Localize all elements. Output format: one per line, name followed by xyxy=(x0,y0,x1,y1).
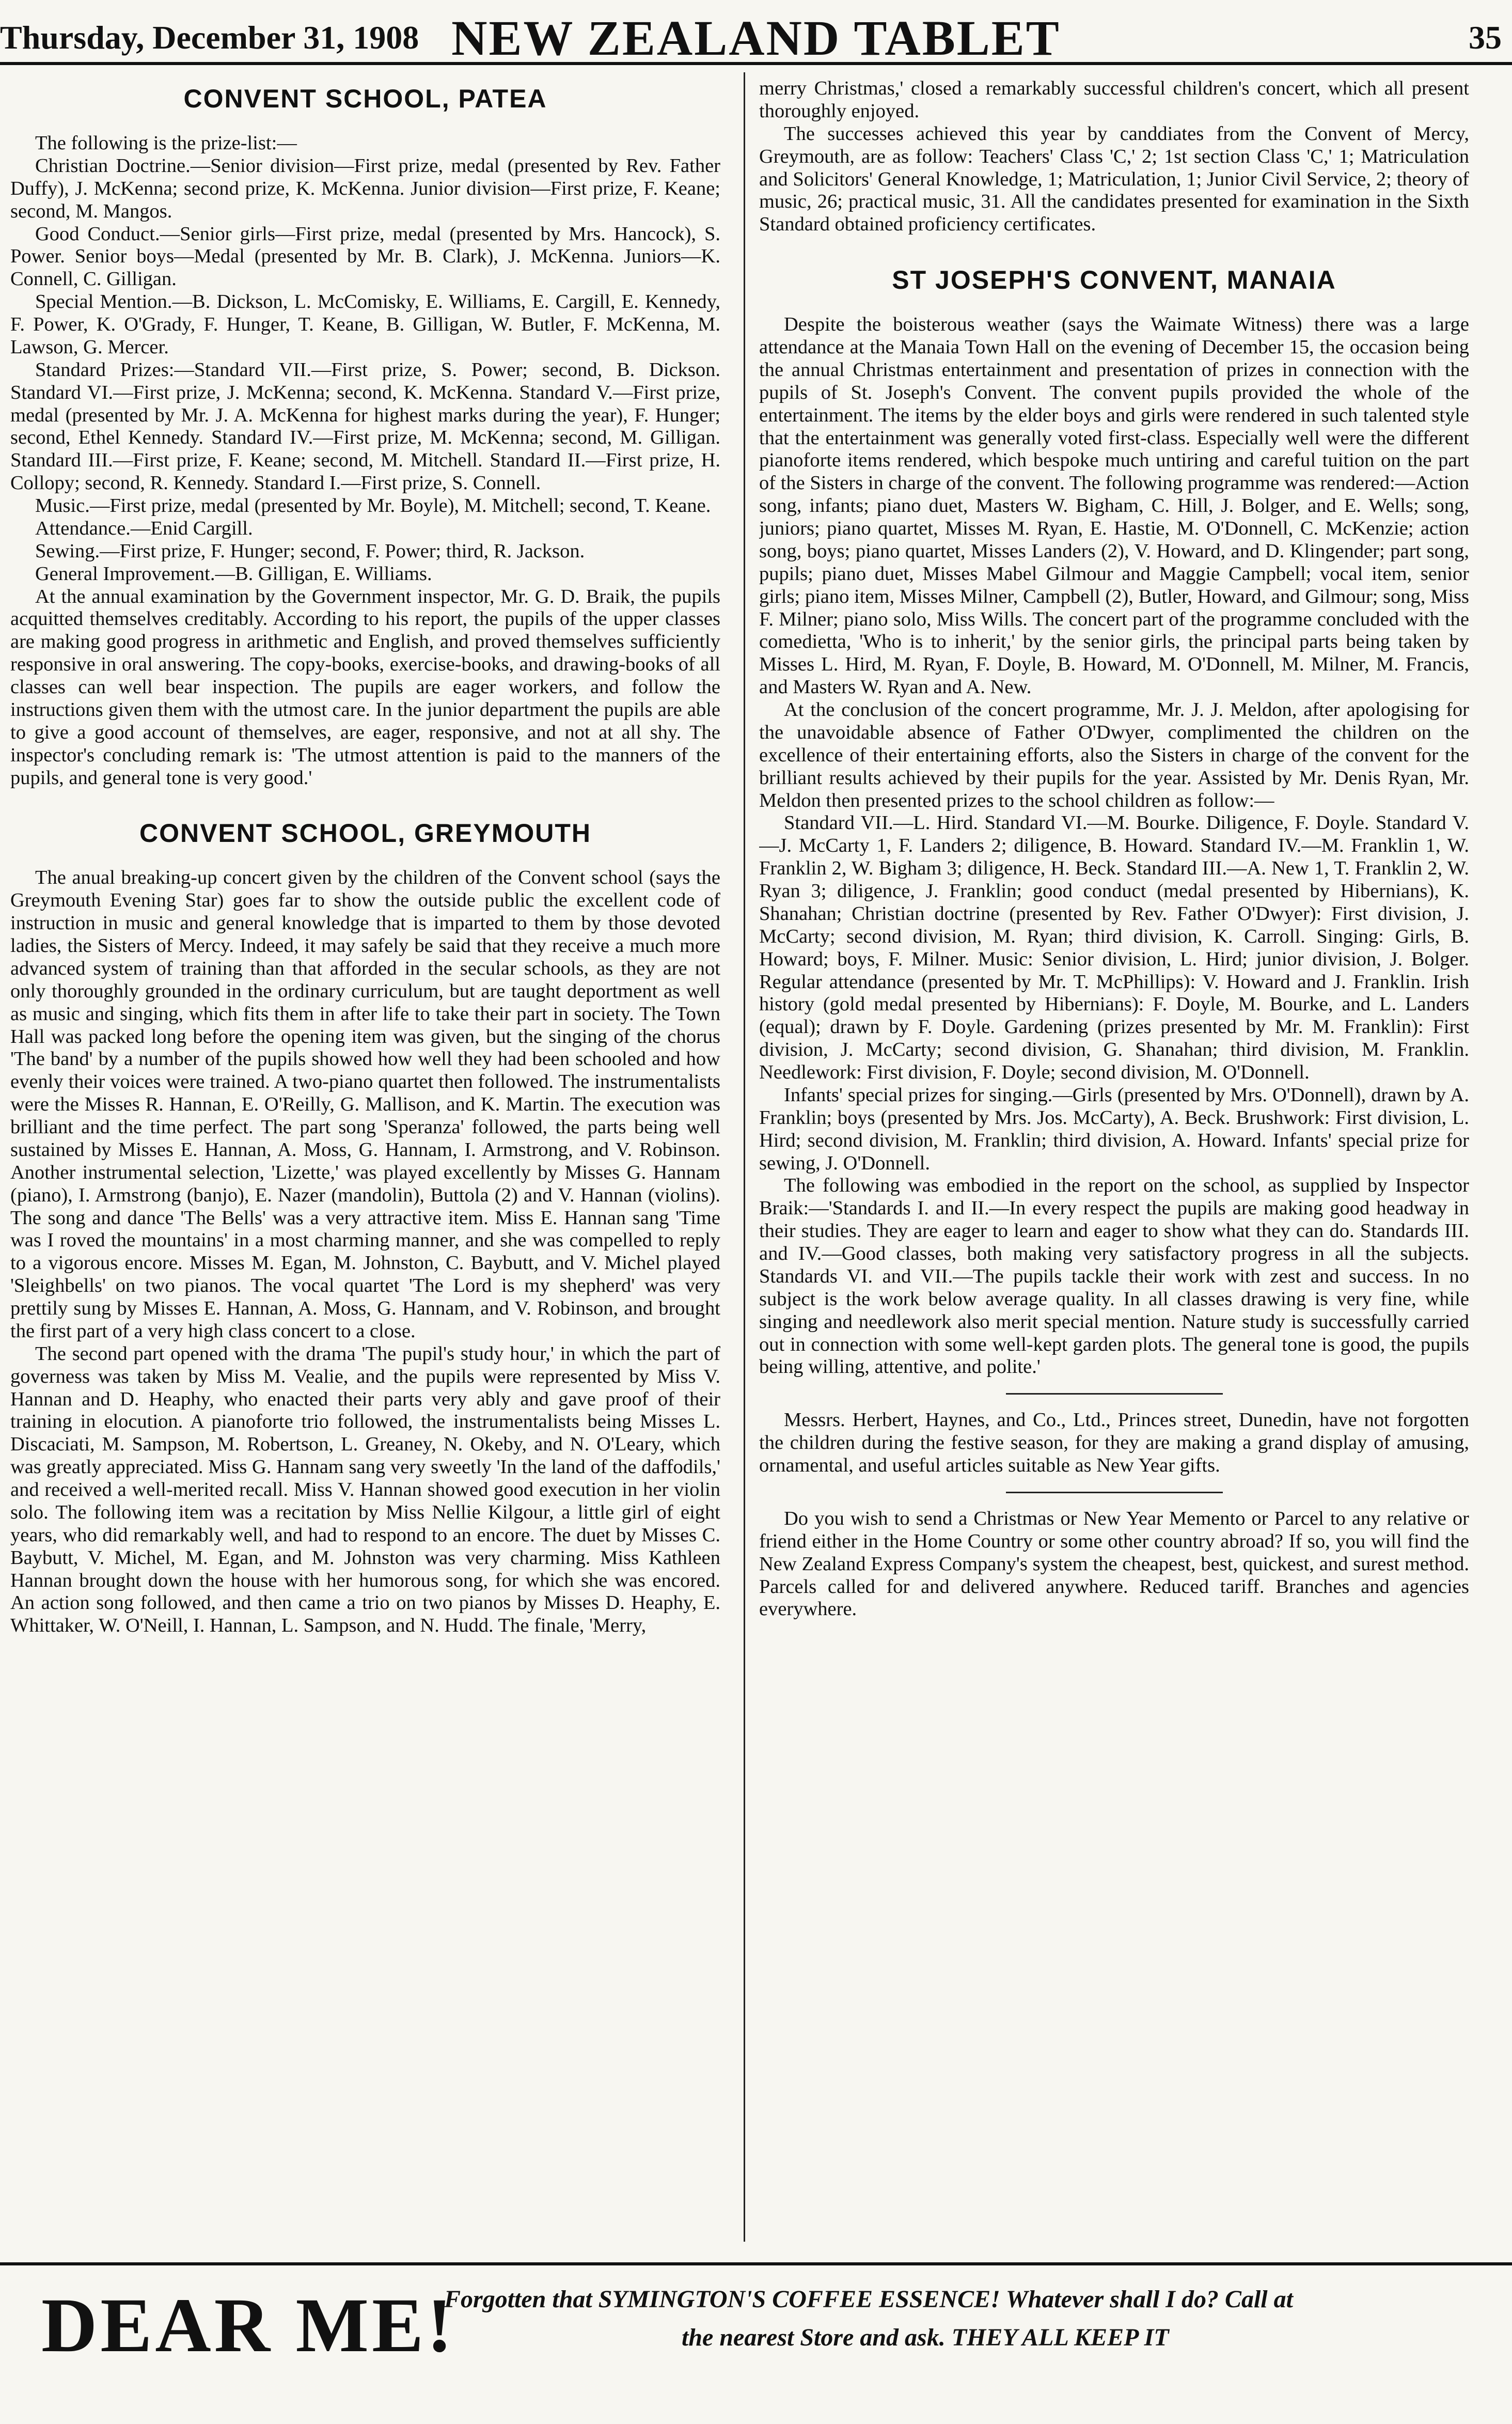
running-header xyxy=(0,0,1512,65)
manaia-paragraph: Infants' special prizes for singing.—Girls (presented by Mrs. O'Donnell), drawn by A. Franklin; boys (presented by Mrs. Jos. McCarty), A. Beck. Brushwork: First division, L. Hird; second division, M. Franklin; third division, A. Howard. Infants' special prize for sewing, J. O'Donnell. xyxy=(759,1084,1469,1174)
herbert-haynes-notice: Messrs. Herbert, Haynes, and Co., Ltd., Princes street, Dunedin, have not forgotten the children during the festive season, for they are making a grand display of amusing, ornamental, and useful articles suitable as New Year gifts. xyxy=(759,1409,1469,1476)
notice-rule xyxy=(1006,1492,1223,1493)
patea-paragraph: Good Conduct.—Senior girls—First prize, medal (presented by Mrs. Hancock), S. Power. Senior boys—Medal (presented by Mr. B. Clark), J. McKenna. Juniors—K. Connell, C. Gilligan. xyxy=(10,223,720,290)
greymouth-title: CONVENT SCHOOL, GREYMOUTH xyxy=(139,819,592,848)
ad-headline: DEAR ME! xyxy=(41,2282,456,2368)
patea-paragraph: At the annual examination by the Government inspector, Mr. G. D. Braik, the pupils acquitted themselves creditably. According to his report, the pupils of the upper classes are making good progress in arithmetic and English, and proved themselves sufficiently responsive in oral answering. The copy-books, exercise-books, and drawing-books of all classes can well bear inspection. The pupils are eager workers, and follow the instructions given them with the utmost care. In the junior department the pupils are able to give a good account of themselves, are eager, responsive, and not at all shy. The inspector's concluding remark is: 'The utmost attention is paid to the manners of the pupils, and general tone is very good.' xyxy=(10,585,720,789)
publication-title: NEW ZEALAND TABLET xyxy=(451,10,1061,66)
issue-date: Thursday, December 31, 1908 xyxy=(0,19,419,56)
greymouth-continued: merry Christmas,' closed a remarkably successful children's concert, which all present thoroughly enjoyed. xyxy=(759,77,1469,122)
patea-paragraph: Standard Prizes:—Standard VII.—First prize, S. Power; second, B. Dickson. Standard VI.—First prize, J. McKenna; second, K. McKenna. Standard V.—First prize, medal (presented by Mr. J. A. McKenna for highest marks during the year), F. Hunger; second, Ethel Kennedy. Standard IV.—First prize, M. McKenna; second, M. Gilligan. Standard III.—First prize, F. Keane; second, M. Mitchell. Standard II.—First prize, H. Collopy; second, R. Kennedy. Standard I.—First prize, S. Connell. xyxy=(10,358,720,494)
page-number: 35 xyxy=(1469,19,1502,56)
section-spacer xyxy=(759,236,1469,259)
greymouth-paragraph: The anual breaking-up concert given by the children of the Convent school (says the Greymouth Evening Star) goes far to show the outside public the excellent code of instruction in music and general knowledge that is imparted to them by those devoted ladies, the Sisters of Mercy. Indeed, it may safely be said that they receive a much more advanced system of training than that afforded in the secular schools, as they are not only thoroughly grounded in the ordinary curriculum, but are taught deportment as well as music and singing, which fits them in after life to take their part in society. The Town Hall was packed long before the opening item was given, but the singing of the chorus 'The band' by a number of the pupils showed how well they had been schooled and how evenly their voices were trained. A two-piano quartet then followed. The instrumentalists were the Misses R. Hannan, E. O'Reilly, G. Mallison, and K. Martin. The execution was brilliant and the time perfect. The part song 'Speranza' followed, the parts being well sustained by Misses E. Hannan, A. Moss, G. Hannam, I. Armstrong, and V. Robinson. Another instrumental selection, 'Lizette,' was played excellently by Misses G. Hannam (piano), I. Armstrong (banjo), E. Nazer (mandolin), Buttola (2) and V. Hannan (violins). The song and dance 'The Bells' was a very attractive item. Miss E. Hannan sang 'Time was I roved the mountains' in a most charming manner, and she was compelled to reply to a vigorous encore. Misses M. Egan, M. Johnston, C. Baybutt, and V. Michel played 'Sleighbells' on two pianos. The vocal quartet 'The Lord is my shepherd' was very prettily sung by Misses E. Hannan, A. Moss, G. Hannam, and V. Robinson, and brought the first part of a very high class concert to a close. xyxy=(10,867,720,1342)
ad-text-line-2: the nearest Store and ask. THEY ALL KEEP IT xyxy=(682,2324,1169,2351)
manaia-paragraph: The following was embodied in the report on the school, as supplied by Inspector Braik:—'Standards I. and II.—In every respect the pupils are making good headway in their studies. They are eager to learn and eager to show what they can do. Standards III. and IV.—Good classes, both making very satisfactory progress in all the subjects. Standards VI. and VII.—The pupils tackle their work with zest and success. In no subject is the work below average quality. In all classes drawing is very fine, while singing and needlework also merit special mention. Nature study is successfully carried out in connection with some well-kept garden plots. The general tone is good, the pupils being willing, attentive, and polite.' xyxy=(759,1175,1469,1378)
manaia-paragraph: At the conclusion of the concert programme, Mr. J. J. Meldon, after apologising for the unavoidable absence of Father O'Dwyer, complimented the children on the excellence of their entertaining efforts, also the Sisters in charge of the convent for the brilliant results achieved by their pupils for the year. Assisted by Mr. Denis Ryan, Mr. Meldon then presented prizes to the school children as follow:— xyxy=(759,699,1469,811)
patea-title: CONVENT SCHOOL, PATEA xyxy=(183,84,547,113)
patea-paragraph: Attendance.—Enid Cargill. xyxy=(35,517,253,539)
patea-paragraph: Music.—First prize, medal (presented by Mr. Boyle), M. Mitchell; second, T. Keane. xyxy=(35,495,711,517)
left-column xyxy=(10,77,720,2239)
manaia-paragraph: Despite the boisterous weather (says the Waimate Witness) there was a large attendance at the Manaia Town Hall on the evening of December 15, the occasion being the annual Christmas entertainment and presentation of prizes in connection with the pupils of St. Joseph's Convent. The convent pupils provided the whole of the entertainment. The items by the elder boys and girls were rendered in such talented style that the entertainment was generally voted first-class. Especially well were the different pianoforte items rendered, which bespoke much untiring and careful tuition on the part of the Sisters in charge of the convent. The following programme was rendered:—Action song, infants; piano duet, Masters W. Bigham, C. Hill, J. Bolger, and E. Wells; song, juniors; piano quartet, Misses M. Ryan, E. Hastie, M. O'Donnell, C. McKenzie; action song, boys; piano quartet, Misses Landers (2), V. Howard, and D. Klingender; part song, pupils; piano duet, Misses Mabel Gilmour and Maggie Campbell; vocal item, senior girls; piano item, Misses Milner, Campbell (2), Butler, Howard, and Gilmour; song, Miss F. Milner; piano solo, Miss Wills. The concert part of the programme concluded with the comedietta, 'Who is to inherit,' by the senior girls, the principal parts being taken by Misses L. Hird, M. Ryan, F. Doyle, B. Howard, M. O'Donnell, M. Milner, M. Francis, and Masters W. Ryan and A. New. xyxy=(759,314,1469,698)
greymouth-paragraph: The second part opened with the drama 'The pupil's study hour,' in which the part of governess was taken by Miss M. Vealie, and the pupils were represented by Miss V. Hannan and D. Heaphy, who enacted their parts very ably and gave proof of their training in elocution. A pianoforte trio followed, the instrumentalists being Misses L. Discaciati, M. Sampson, M. Robertson, L. Greaney, N. Okeby, and N. O'Leary, which was greatly appreciated. Miss G. Hannam sang very sweetly 'In the land of the daffodils,' and received a well-merited recall. Miss V. Hannan showed good execution in her violin solo. The following item was a recitation by Miss Nellie Kilgour, a little girl of eight years, who did remarkably well, and had to respond to an encore. The duet by Misses C. Baybutt, V. Michel, M. Egan, and M. Johnston was very charming. Miss Kathleen Hannan brought down the house with her humorous song, for which she was encored. An action song followed, and then came a trio on two pianos by Misses D. Heaphy, E. Whittaker, W. O'Neill, I. Hannan, L. Sampson, and N. Hudd. The finale, 'Merry, xyxy=(10,1342,720,1637)
manaia-paragraph: Standard VII.—L. Hird. Standard VI.—M. Bourke. Diligence, F. Doyle. Standard V.—J. McCarty 1, F. Landers 2; diligence, B. Howard. Standard IV.—M. Franklin 1, W. Franklin 2, W. Bigham 3; diligence, H. Beck. Standard III.—A. New 1, T. Franklin 2, W. Ryan 3; diligence, J. Franklin; good conduct (medal presented by Hibernians), K. Shanahan; Christian doctrine (presented by Rev. Father O'Dwyer): First division, J. McCarty; second division, M. Ryan; third division, K. Carroll. Singing: Girls, B. Howard; boys, F. Milner. Music: Senior division, L. Hird; junior division, J. Bolger. Regular attendance (presented by Mr. T. McPhillips): V. Howard and J. Franklin. Irish history (gold medal presented by Hibernians): F. Doyle, M. Bourke, and L. Landers (equal); drawn by F. Doyle. Gardening (prizes presented by Mr. M. Franklin): First division, J. McCarty; second division, G. Shanahan; third division, M. Franklin. Needlework: First division, F. Doyle; second division, M. O'Donnell. xyxy=(759,812,1469,1083)
section-spacer xyxy=(10,789,720,812)
ad-text-line-1: Forgotten that SYMINGTON'S COFFEE ESSENCE! Whatever shall I do? Call at xyxy=(444,2286,1293,2313)
column-divider xyxy=(744,72,745,2242)
patea-paragraph: Special Mention.—B. Dickson, L. McComisky, E. Williams, E. Cargill, E. Kennedy, F. Power, K. O'Grady, F. Hunger, T. Keane, B. Gilligan, W. Butler, F. McKenna, M. Lawson, G. Mercer. xyxy=(10,291,720,358)
patea-paragraph: Sewing.—First prize, F. Hunger; second, F. Power; third, R. Jackson. xyxy=(35,540,585,562)
manaia-title: ST JOSEPH'S CONVENT, MANAIA xyxy=(892,265,1336,295)
greymouth-continued: The successes achieved this year by canddiates from the Convent of Mercy, Greymouth, are as follow: Teachers' Class 'C,' 2; 1st section Class 'C,' 1; Matriculation and Solicitors' General Knowledge, 1; Matriculation, 1; Junior Civil Service, 2; theory of music, 26; practical music, 31. All the candidates presented for examination in the Sixth Standard obtained proficiency certificates. xyxy=(759,122,1469,236)
footer-advertisement xyxy=(0,2262,1512,2420)
right-column xyxy=(759,77,1469,2239)
patea-paragraph: General Improvement.—B. Gilligan, E. Williams. xyxy=(35,562,432,585)
express-company-notice: Do you wish to send a Christmas or New Year Memento or Parcel to any relative or friend either in the Home Country or some other country abroad? If so, you will find the New Zealand Express Company's system the cheapest, best, quickest, and surest method. Parcels called for and delivered anywhere. Reduced tariff. Branches and agencies everywhere. xyxy=(759,1507,1469,1620)
patea-paragraph: Christian Doctrine.—Senior division—First prize, medal (presented by Rev. Father Duffy), J. McKenna; second prize, K. McKenna. Junior division—First prize, F. Keane; second, M. Mangos. xyxy=(10,154,720,222)
patea-paragraph: The following is the prize-list:— xyxy=(35,132,297,154)
notice-rule xyxy=(1006,1393,1223,1395)
